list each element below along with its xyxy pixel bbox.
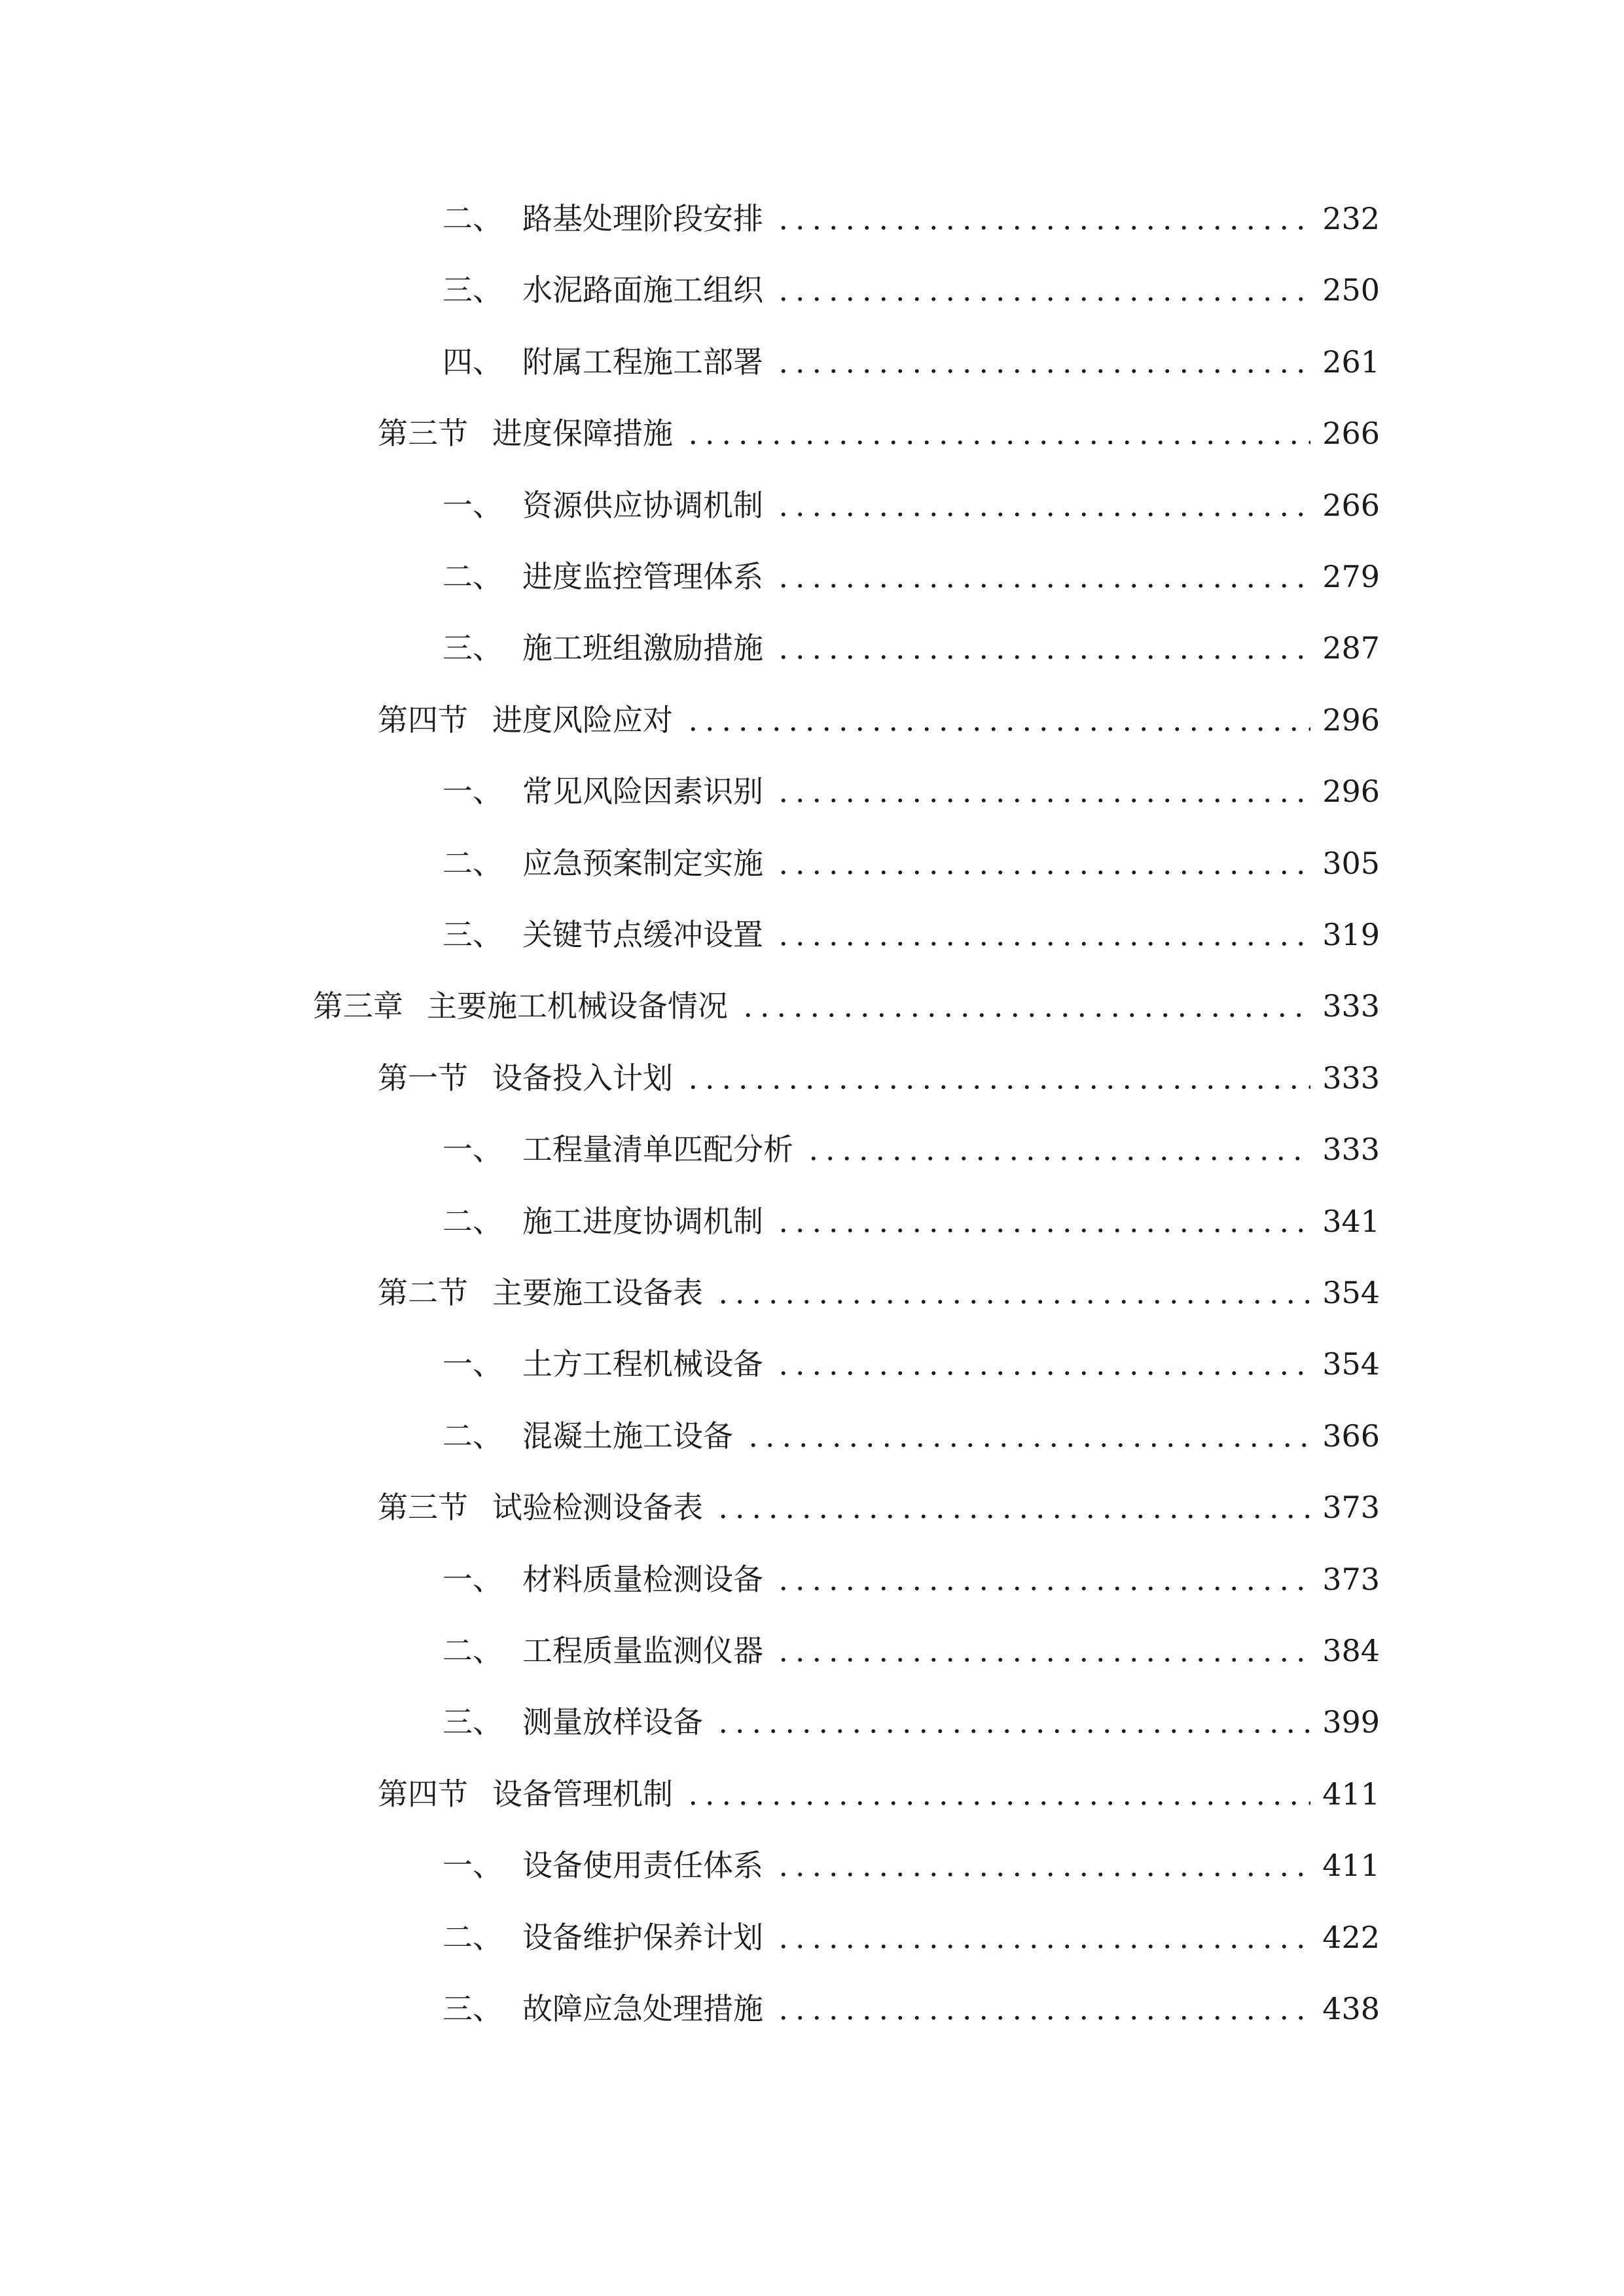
toc-page-number: 232	[1322, 201, 1380, 236]
toc-page-number: 296	[1322, 774, 1380, 810]
toc-entry-section[interactable]	[0, 1758, 1624, 1830]
toc-entry-number: 三、	[442, 1991, 503, 2026]
toc-entry-item[interactable]	[0, 1328, 1624, 1400]
toc-page-number: 333	[1322, 988, 1380, 1024]
toc-entry-item[interactable]	[0, 1829, 1624, 1901]
toc-entry-title: 设备投入计划	[492, 1060, 673, 1096]
toc-dot-leader	[772, 469, 1310, 541]
toc-entry-title: 试验检测设备表	[492, 1490, 703, 1526]
toc-entry-title: 进度监控管理体系	[522, 559, 763, 594]
toc-entry-section[interactable]	[0, 1257, 1624, 1329]
toc-entry-item[interactable]	[0, 1400, 1624, 1472]
toc-entry-number: 三、	[442, 272, 503, 308]
toc-dot-leader	[772, 612, 1310, 684]
toc-entry-title: 应急预案制定实施	[522, 845, 763, 881]
toc-entry-title: 混凝土施工设备	[522, 1418, 733, 1454]
toc-page-number: 305	[1322, 845, 1380, 881]
toc-entry-item[interactable]	[0, 1543, 1624, 1615]
toc-dot-leader	[712, 1686, 1310, 1758]
toc-entry-title: 附属工程施工部署	[522, 344, 763, 380]
toc-entry-number: 二、	[442, 201, 503, 236]
toc-dot-leader	[712, 1471, 1310, 1543]
toc-entry-number: 第三节	[378, 1490, 468, 1526]
toc-dot-leader	[772, 1829, 1310, 1901]
toc-entry-title: 施工班组激励措施	[522, 630, 763, 666]
toc-entry-item[interactable]	[0, 612, 1624, 684]
toc-page-number: 438	[1322, 1991, 1380, 2026]
toc-dot-leader	[682, 1042, 1310, 1114]
toc-entry-section[interactable]	[0, 1042, 1624, 1114]
toc-entry-title: 设备使用责任体系	[522, 1848, 763, 1884]
toc-entry-title: 进度保障措施	[492, 416, 673, 452]
toc-entry-number: 二、	[442, 1633, 503, 1668]
toc-entry-number: 二、	[442, 1418, 503, 1454]
toc-dot-leader	[803, 1113, 1310, 1185]
toc-entry-item[interactable]	[0, 469, 1624, 541]
toc-entry-number: 一、	[442, 1346, 503, 1382]
toc-page-number: 296	[1322, 702, 1380, 738]
toc-entry-title: 主要施工设备表	[492, 1275, 703, 1310]
toc-dot-leader	[712, 1257, 1310, 1329]
toc-entry-title: 资源供应协调机制	[522, 487, 763, 523]
toc-entry-item[interactable]	[0, 1185, 1624, 1257]
toc-entry-number: 一、	[442, 1848, 503, 1884]
toc-entry-number: 第三章	[313, 988, 403, 1024]
toc-entry-number: 一、	[442, 487, 503, 523]
toc-dot-leader	[772, 254, 1310, 326]
toc-page-number: 384	[1322, 1633, 1380, 1668]
toc-dot-leader	[772, 1328, 1310, 1400]
toc-dot-leader	[772, 1185, 1310, 1257]
toc-dot-leader	[772, 541, 1310, 613]
toc-entry-number: 二、	[442, 1919, 503, 1955]
toc-entry-title: 路基处理阶段安排	[522, 201, 763, 236]
toc-entry-title: 水泥路面施工组织	[522, 272, 763, 308]
toc-page-number: 411	[1322, 1848, 1380, 1884]
toc-page-number: 333	[1322, 1060, 1380, 1096]
toc-entry-number: 第四节	[378, 1776, 468, 1812]
toc-entry-title: 常见风险因素识别	[522, 774, 763, 810]
toc-entry-number: 一、	[442, 1132, 503, 1168]
toc-page-number: 250	[1322, 272, 1380, 308]
toc-dot-leader	[772, 1901, 1310, 1973]
toc-entry-item[interactable]	[0, 254, 1624, 326]
toc-entry-title: 故障应急处理措施	[522, 1991, 763, 2026]
toc-page-number: 279	[1322, 559, 1380, 594]
toc-dot-leader	[682, 397, 1310, 469]
toc-page-number: 319	[1322, 917, 1380, 952]
toc-entry-number: 第三节	[378, 416, 468, 452]
toc-dot-leader	[772, 755, 1310, 827]
toc-dot-leader	[772, 827, 1310, 899]
toc-entry-number: 一、	[442, 774, 503, 810]
toc-entry-title: 施工进度协调机制	[522, 1203, 763, 1239]
toc-entry-title: 进度风险应对	[492, 702, 673, 738]
toc-entry-number: 三、	[442, 1704, 503, 1740]
toc-entry-item[interactable]	[0, 1615, 1624, 1687]
toc-entry-number: 二、	[442, 845, 503, 881]
toc-entry-section[interactable]	[0, 397, 1624, 469]
toc-dot-leader	[772, 326, 1310, 398]
toc-entry-title: 工程质量监测仪器	[522, 1633, 763, 1668]
toc-page-number: 373	[1322, 1561, 1380, 1597]
toc-entry-number: 三、	[442, 630, 503, 666]
toc-dot-leader	[772, 1973, 1310, 2045]
toc-entry-number: 第四节	[378, 702, 468, 738]
toc-page-number: 373	[1322, 1490, 1380, 1526]
toc-dot-leader	[772, 1615, 1310, 1687]
toc-entry-number: 一、	[442, 1561, 503, 1597]
toc-entry-title: 关键节点缓冲设置	[522, 917, 763, 952]
toc-entry-number: 四、	[442, 344, 503, 380]
toc-page-number: 261	[1322, 344, 1380, 380]
toc-dot-leader	[682, 1758, 1310, 1830]
toc-entry-title: 测量放样设备	[522, 1704, 703, 1740]
toc-page-number: 422	[1322, 1919, 1380, 1955]
toc-dot-leader	[737, 970, 1310, 1042]
toc-entry-number: 第二节	[378, 1275, 468, 1310]
toc-entry-item[interactable]	[0, 1973, 1624, 2045]
toc-page-number: 266	[1322, 487, 1380, 523]
toc-entry-number: 二、	[442, 559, 503, 594]
toc-dot-leader	[772, 899, 1310, 971]
toc-entry-item[interactable]	[0, 1686, 1624, 1758]
toc-entry-title: 主要施工机械设备情况	[427, 988, 728, 1024]
toc-entry-section[interactable]	[0, 684, 1624, 756]
toc-entry-chapter[interactable]	[0, 970, 1624, 1042]
toc-entry-number: 二、	[442, 1203, 503, 1239]
toc-dot-leader	[682, 684, 1310, 756]
toc-page-number: 354	[1322, 1275, 1380, 1310]
toc-page-number: 333	[1322, 1132, 1380, 1168]
toc-entry-item[interactable]	[0, 899, 1624, 971]
toc-page-number: 354	[1322, 1346, 1380, 1382]
toc-page-number: 366	[1322, 1418, 1380, 1454]
toc-dot-leader	[742, 1400, 1310, 1472]
toc-entry-item[interactable]	[0, 1901, 1624, 1973]
toc-entry-item[interactable]	[0, 541, 1624, 613]
toc-dot-leader	[772, 183, 1310, 255]
toc-entry-item[interactable]	[0, 827, 1624, 899]
toc-page-number: 411	[1322, 1776, 1380, 1812]
toc-entry-title: 土方工程机械设备	[522, 1346, 763, 1382]
toc-entry-number: 三、	[442, 917, 503, 952]
toc-entry-item[interactable]	[0, 183, 1624, 255]
toc-entry-title: 材料质量检测设备	[522, 1561, 763, 1597]
toc-entry-title: 设备维护保养计划	[522, 1919, 763, 1955]
toc-entry-title: 工程量清单匹配分析	[522, 1132, 793, 1168]
toc-page-number: 266	[1322, 416, 1380, 452]
toc-entry-item[interactable]	[0, 755, 1624, 827]
toc-page-number: 399	[1322, 1704, 1380, 1740]
toc-entry-title: 设备管理机制	[492, 1776, 673, 1812]
toc-entry-item[interactable]	[0, 326, 1624, 398]
toc-page-number: 341	[1322, 1203, 1380, 1239]
toc-entry-section[interactable]	[0, 1471, 1624, 1543]
toc-page-number: 287	[1322, 630, 1380, 666]
toc-dot-leader	[772, 1543, 1310, 1615]
toc-entry-number: 第一节	[378, 1060, 468, 1096]
toc-entry-item[interactable]	[0, 1113, 1624, 1185]
